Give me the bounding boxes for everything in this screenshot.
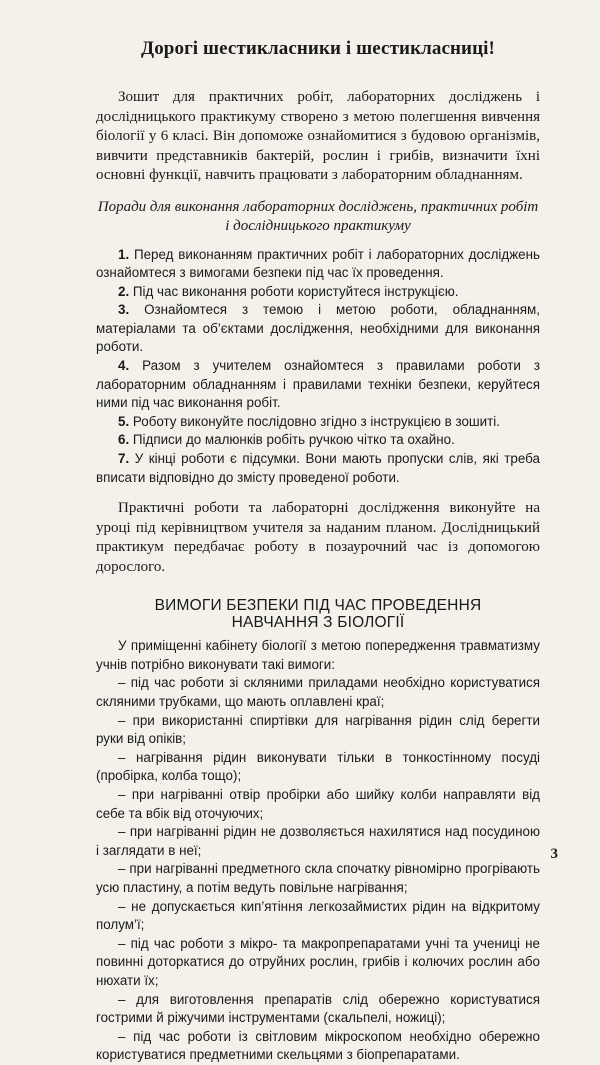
tip-item: 2. Під час виконання роботи користуйтеся інструкцією. <box>118 283 459 299</box>
rule-item: – під час роботи з мікро- та макропрепаратами учні та учениці не повинні доторкатися до отруйних рослин, грибів і колючих рослин або нюхати їх; <box>96 935 540 988</box>
safety-section-title: ВИМОГИ БЕЗПЕКИ ПІД ЧАС ПРОВЕДЕННЯ НАВЧАННЯ З БІОЛОГІЇ <box>154 597 482 632</box>
safety-intro: У приміщенні кабінету біології з метою попередження травматизму учнів потрібно виконувати такі вимоги: <box>96 638 540 672</box>
rule-item: – для виготовлення препаратів слід обережно користуватися гострими й ріжучими інструментами (скальпелі, ножиці); <box>96 991 540 1026</box>
rule-item: – при нагріванні рідин не дозволяється нахилятися над посудиною і заглядати в неї; <box>96 824 540 858</box>
page-number: 3 <box>550 846 558 862</box>
rule-item: – при нагріванні отвір пробірки або шийку колби направляти від себе та вбік від оточуючих; <box>96 786 540 821</box>
rule-item: – під час роботи із світловим мікроскопом необхідно обережно користуватися предметними скельцями з біопрепаратами. <box>96 1028 540 1063</box>
rule-item: – при нагріванні предметного скла спочатку рівномірно прогрівають усю пластину, а потім ведуть повільне нагрівання; <box>96 861 540 895</box>
tip-item: 6. Підписи до малюнків робіть ручкою чітко та охайно. <box>118 432 455 448</box>
tips-title: Поради для виконання лабораторних досліджень, практичних робіт і дослідницького практикуму <box>97 198 539 234</box>
tip-item: 3. Ознайомтеся з темою і метою роботи, обладнанням, матеріалами та об’єктами дослідження, необхідними для виконання роботи. <box>96 302 540 355</box>
closing-paragraph: Практичні роботи та лабораторні дослідження виконуйте на уроці під керівництвом учителя за наданим планом. Дослідницький практикум передбачає роботу в позаурочний час із допомогою дорослого. <box>96 500 540 575</box>
tips-list <box>96 246 540 488</box>
safety-rules-list <box>96 674 540 1064</box>
tip-item: 4. Разом з учителем ознайомтеся з правилами роботи з лабораторним обладнанням і правилами техніки безпеки, керуйтеся ними під час виконання робіт. <box>96 358 540 411</box>
rule-item: – під час роботи зі скляними приладами необхідно користуватися скляними трубками, що мають оплавлені краї; <box>96 675 540 709</box>
tip-item: 1. Перед виконанням практичних робіт і лабораторних досліджень ознайомтеся з вимогами безпеки під час їх проведення. <box>96 246 540 281</box>
tip-item: 7. У кінці роботи є підсумки. Вони мають пропуски слів, які треба вписати відповідно до змісту проведеної роботи. <box>96 451 540 485</box>
tip-item: 5. Роботу виконуйте послідовно згідно з інструкцією в зошиті. <box>118 413 500 429</box>
page-title: Дорогі шестикласники і шестикласниці! <box>141 38 495 59</box>
intro-paragraph: Зошит для практичних робіт, лабораторних досліджень і дослідницького практикуму створено з метою полегшення вивчення біології у 6 класі. Він допоможе ознайомитися з будовою організмів, вивчити представників бактерій, рослин і грибів, визначити їхні основні функції, навчить працювати з лабораторним обладнанням. <box>96 89 540 183</box>
rule-item: – не допускається кип’ятіння легкозаймистих рідин на відкритому полум’ї; <box>96 898 540 933</box>
rule-item: – при використанні спиртівки для нагрівання рідин слід берегти руки від опіків; <box>96 712 540 747</box>
rule-item: – нагрівання рідин виконувати тільки в тонкостінному посуді (пробірка, колба тощо); <box>96 749 540 784</box>
